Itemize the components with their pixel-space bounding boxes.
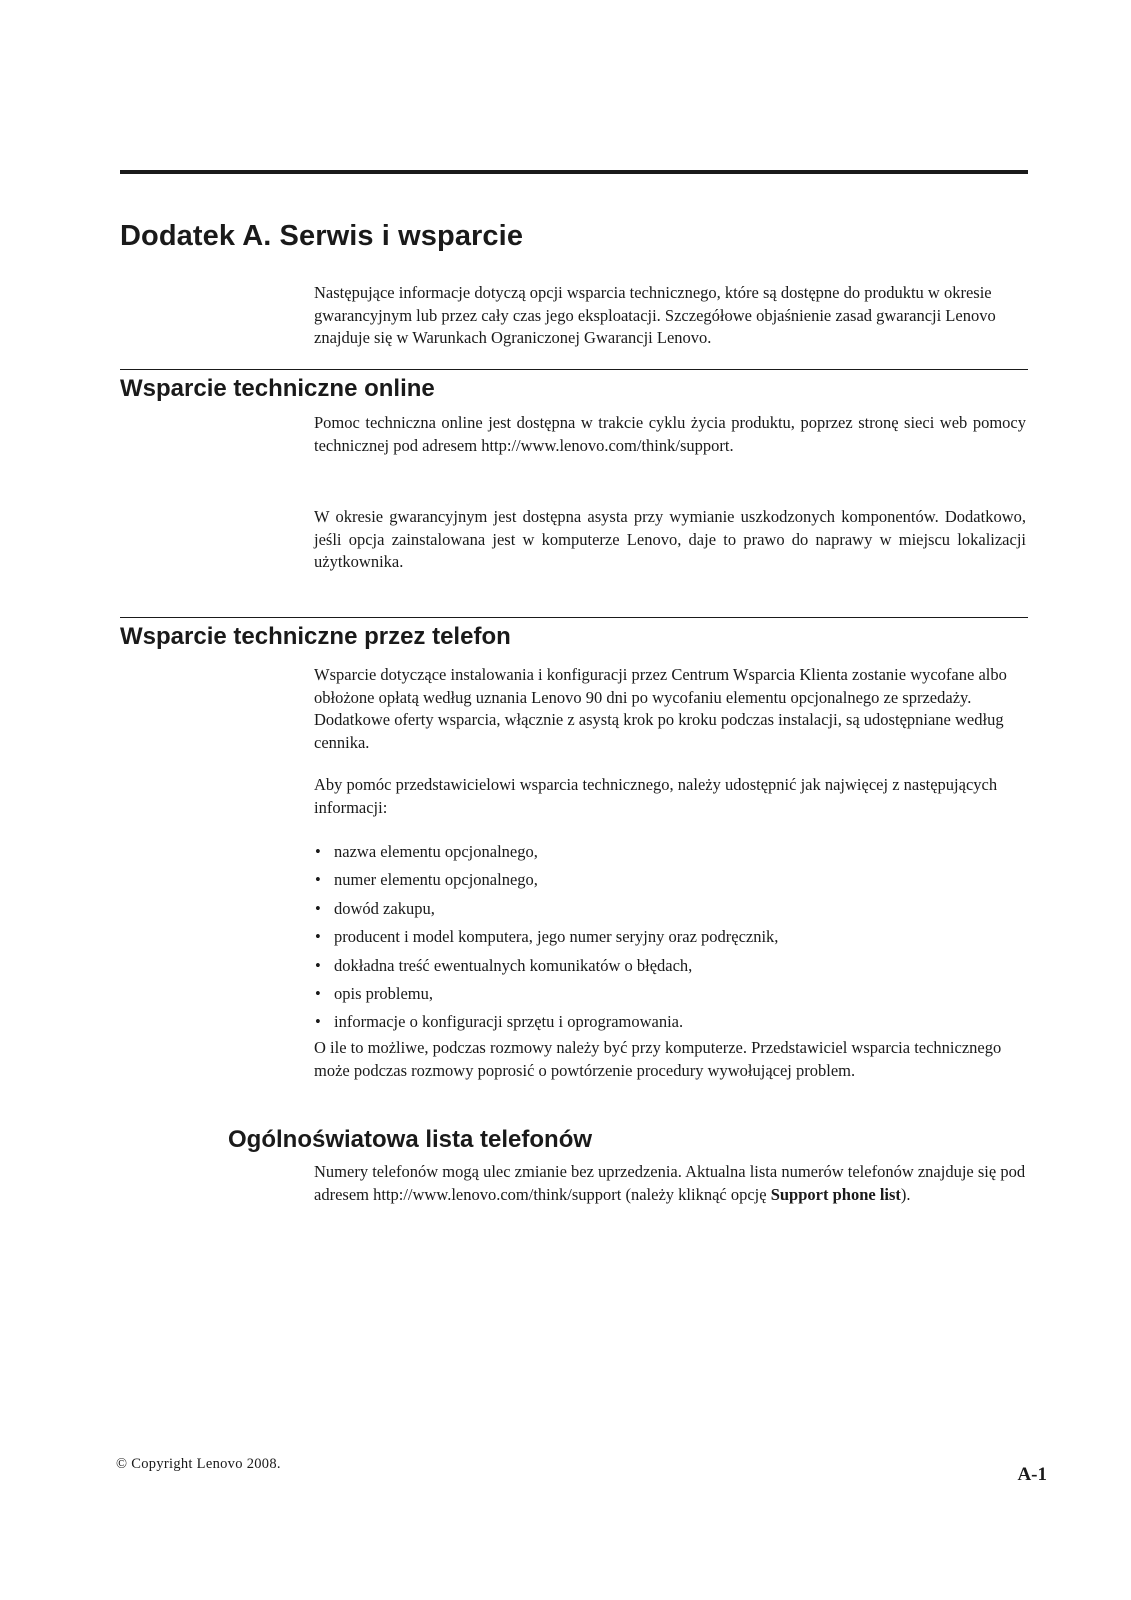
phone-support-paragraph-3: O ile to możliwe, podczas rozmowy należy być przy komputerze. Przedstawiciel wsparcia technicznego może podczas rozmowy poprosić o powtórzenie procedury wywołującej problem. <box>314 1038 1002 1080</box>
heading-phone-support: Wsparcie techniczne przez telefon <box>120 623 511 650</box>
section-rule-online <box>120 369 1028 370</box>
bullet-marker: • <box>315 898 321 918</box>
list-item-text: opis problemu, <box>334 983 433 1003</box>
list-item-text: producent i model komputera, jego numer seryjny oraz podręcznik, <box>334 927 779 947</box>
list-item <box>314 926 1026 954</box>
page-number: A-1 <box>1017 1464 1047 1485</box>
list-item-text: numer elementu opcjonalnego, <box>334 870 538 890</box>
phone-list-paragraph <box>314 1161 1026 1206</box>
required-information-list <box>314 841 1026 1040</box>
list-item <box>314 869 1026 897</box>
bullet-marker: • <box>315 927 321 947</box>
copyright-notice: © Copyright Lenovo 2008. <box>116 1456 281 1472</box>
online-support-paragraph-2: W okresie gwarancyjnym jest dostępna asysta przy wymianie uszkodzonych komponentów. Dodatkowo, jeśli opcja zainstalowana jest w komputerze Lenovo, daje to prawo do naprawy w miejscu lokalizacji użytkownika. <box>314 507 1026 571</box>
phone-list-text-end: ). <box>900 1184 911 1204</box>
online-support-paragraph-1: Pomoc techniczna online jest dostępna w trakcie cyklu życia produktu, poprzez stronę sieci web pomocy technicznej pod adresem http://www.lenovo.com/think/support. <box>314 413 1026 455</box>
list-item <box>314 841 1026 869</box>
phone-support-paragraph-2: Aby pomóc przedstawicielowi wsparcia technicznego, należy udostępnić jak najwięcej z następujących informacji: <box>314 775 998 817</box>
bullet-marker: • <box>315 955 321 975</box>
list-item-text: nazwa elementu opcjonalnego, <box>334 842 538 861</box>
phone-support-paragraph-1: Wsparcie dotyczące instalowania i konfiguracji przez Centrum Wsparcia Klienta zostanie wycofane albo obłożone opłatą według uznania Lenovo 90 dni po wycofaniu elementu opcjonalnego ze sprzedaży. Dodatkowe oferty wsparcia, włącznie z asystą krok po kroku podczas instalacji, są udostępniane według cennika. <box>314 665 1007 752</box>
heading-online-support: Wsparcie techniczne online <box>120 375 435 402</box>
list-item-text: dokładna treść ewentualnych komunikatów o błędach, <box>334 955 693 975</box>
list-item <box>314 1011 1026 1039</box>
bullet-marker: • <box>315 842 321 861</box>
chapter-title: Dodatek A. Serwis i wsparcie <box>120 220 524 252</box>
chapter-top-rule <box>120 170 1028 174</box>
list-item-text: dowód zakupu, <box>334 898 435 918</box>
list-item <box>314 898 1026 926</box>
bullet-marker: • <box>315 1012 321 1032</box>
support-phone-list-option: Support phone list <box>770 1184 901 1204</box>
chapter-intro: Następujące informacje dotyczą opcji wsparcia technicznego, które są dostępne do produktu w okresie gwarancyjnym lub przez cały czas jego eksploatacji. Szczegółowe objaśnienie zasad gwarancji Lenovo znajduje się w Warunkach Ograniczonej Gwarancji Lenovo. <box>314 283 996 347</box>
list-item-text: informacje o konfiguracji sprzętu i oprogramowania. <box>334 1012 684 1032</box>
phone-list-text: Numery telefonów mogą ulec zmianie bez uprzedzenia. Aktualna lista numerów telefonów znajduje się pod adresem http://www.lenovo.com/think/support (należy kliknąć opcję <box>314 1162 1026 1204</box>
bullet-marker: • <box>315 983 321 1003</box>
bullet-marker: • <box>315 870 321 890</box>
list-item <box>314 955 1026 983</box>
section-rule-phone <box>120 617 1028 618</box>
heading-phone-list: Ogólnoświatowa lista telefonów <box>228 1126 593 1153</box>
list-item <box>314 983 1026 1011</box>
